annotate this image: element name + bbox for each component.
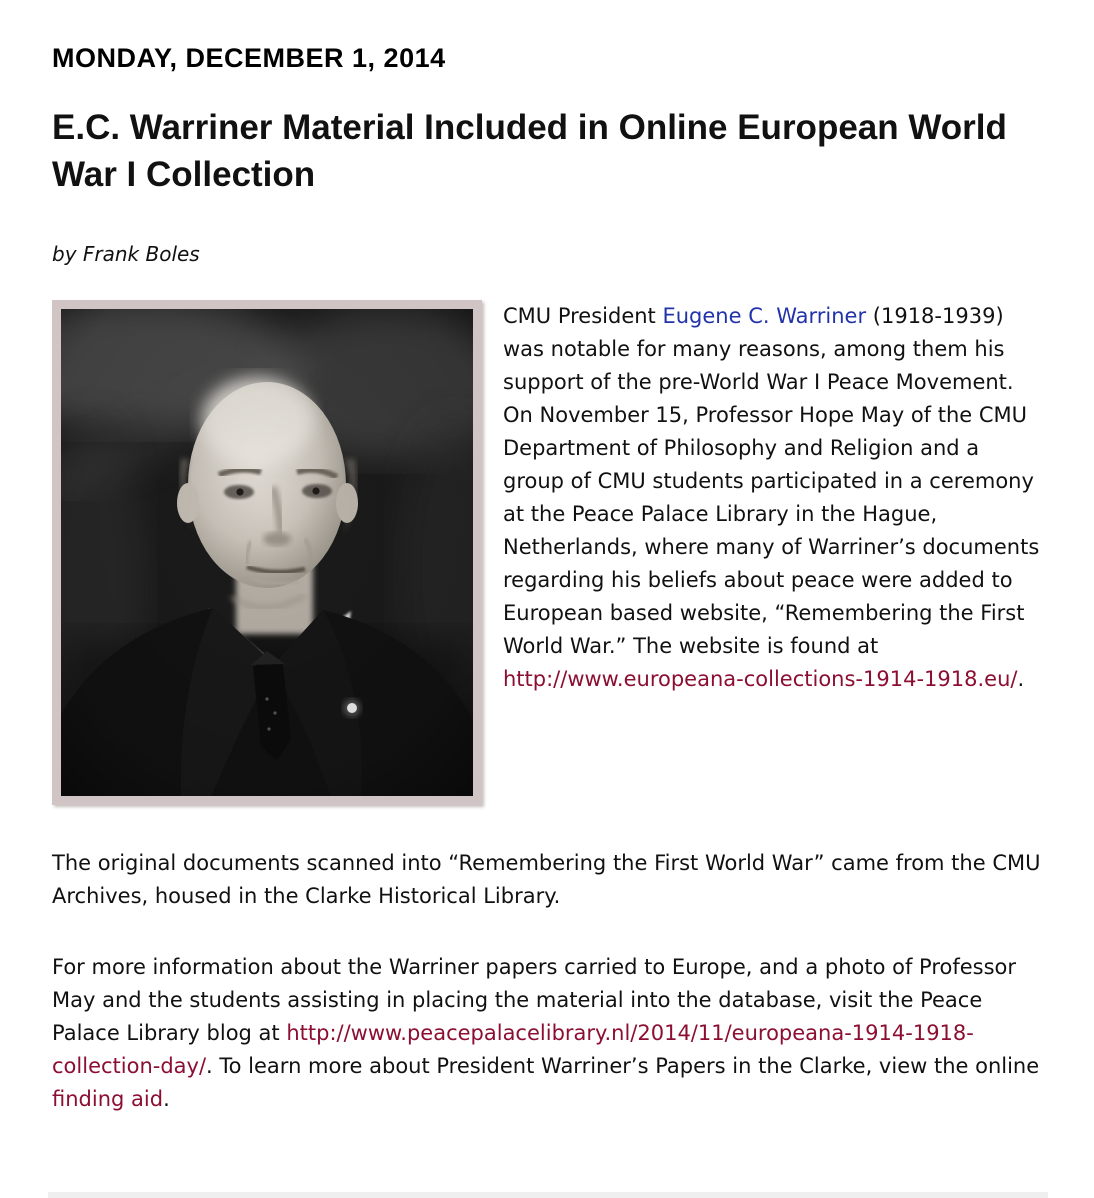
byline: by Frank Boles	[52, 242, 200, 266]
paragraph-3-text: .	[163, 1087, 170, 1111]
footer-divider-bar	[48, 1192, 1048, 1198]
link-eugene-c-warriner[interactable]: Eugene C. Warriner	[662, 304, 867, 328]
paragraph-1-text: .	[1017, 667, 1025, 691]
paragraph-1-text: CMU President	[503, 304, 663, 328]
link-peace-palace-library-blog-url[interactable]: http://www.peacepalacelibrary.nl/2014/11/europeana-1914-1918-collection-day/	[52, 1021, 974, 1078]
date-header: MONDAY, DECEMBER 1, 2014	[52, 43, 446, 73]
paragraph-3-text: For more information about the Warriner papers carried to Europe, and a photo of Professor May and the students assisting in placing the material into the database, visit the Peace Palace Library blog at	[52, 955, 1017, 1045]
warriner-portrait-image	[61, 309, 473, 796]
post-title: E.C. Warriner Material Included in Online European World War I Collection	[52, 108, 1007, 194]
paragraph-3-text: . To learn more about President Warriner’s Papers in the Clarke, view the online	[206, 1054, 1040, 1078]
paragraph-1-text: (1918-1939) was notable for many reasons, among them his support of the pre-World War I Peace Movement. On November 15, Professor Hope May of the CMU Department of Philosophy and Religion and a group of CMU students participated in a ceremony at the Peace Palace Library in the Hague, Netherlands, where many of Warriner’s documents regarding his beliefs about peace were added to European based website, “Remembering the First World War.” The website is found at	[503, 304, 1040, 658]
warriner-portrait-photo[interactable]	[52, 300, 482, 805]
post-body	[52, 300, 1042, 1116]
blog-post	[52, 0, 1042, 1116]
link-europeana-collections-url[interactable]: http://www.europeana-collections-1914-1918.eu/	[503, 667, 1018, 691]
link-finding-aid[interactable]: finding aid	[52, 1087, 164, 1111]
paragraph-3	[52, 951, 1042, 1116]
paragraph-2: The original documents scanned into “Remembering the First World War” came from the CMU Archives, housed in the Clarke Historical Library.	[52, 851, 1041, 908]
